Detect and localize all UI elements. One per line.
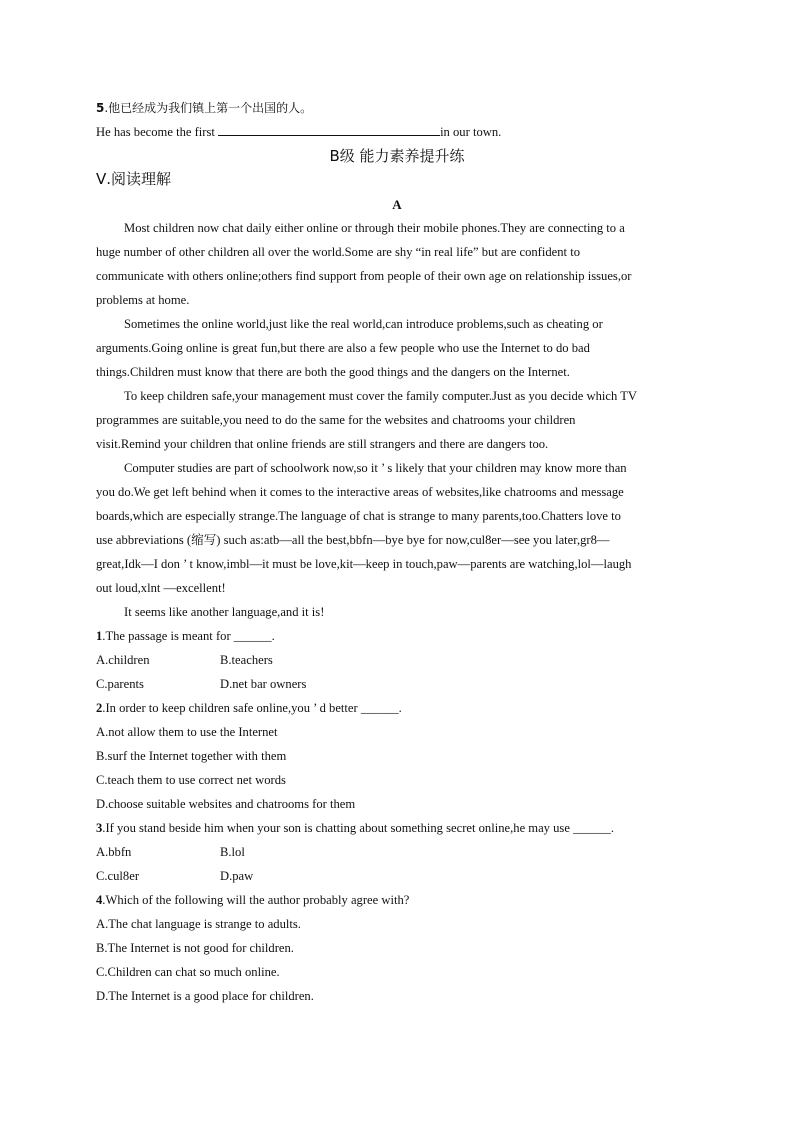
- q3-option-b[interactable]: B.lol: [220, 845, 245, 859]
- passage-line: things.Children must know that there are both the good things and the dangers on the Internet.: [96, 365, 570, 379]
- q4-option-c[interactable]: C.Children can chat so much online.: [96, 965, 280, 979]
- passage-line: programmes are suitable,you need to do the same for the websites and chatrooms your children: [96, 413, 576, 427]
- translation-chinese: .他已经成为我们镇上第一个出国的人。: [104, 101, 313, 115]
- passage-line: huge number of other children all over the world.Some are shy “in real life” but are confident to: [96, 245, 580, 259]
- q4-option-b[interactable]: B.The Internet is not good for children.: [96, 941, 294, 955]
- passage-line: boards,which are especially strange.The language of chat is strange to many parents,too.Chatters love to: [96, 509, 621, 523]
- translation-english-after: in our town.: [440, 125, 502, 139]
- passage-line: visit.Remind your children that online friends are still strangers and there are dangers too.: [96, 437, 549, 451]
- passage-line: communicate with others online;others find support from people of their own age on relationship issues,or: [96, 269, 632, 283]
- question-stem: .In order to keep children safe online,you ’ d better ______.: [102, 701, 402, 715]
- question-1: [96, 628, 275, 644]
- q3-option-c[interactable]: C.cul8er: [96, 869, 140, 883]
- passage-line: Sometimes the online world,just like the real world,can introduce problems,such as cheating or: [124, 317, 603, 331]
- passage-line: out loud,xlnt —excellent!: [96, 581, 226, 595]
- question-number: 3: [96, 821, 103, 835]
- question-stem: .Which of the following will the author probably agree with?: [102, 893, 410, 907]
- passage-letter: A: [392, 197, 402, 212]
- question-number: 1: [96, 629, 103, 643]
- q2-option-b[interactable]: B.surf the Internet together with them: [96, 749, 287, 763]
- passage-line: arguments.Going online is great fun,but there are also a few people who use the Internet to do bad: [96, 341, 590, 355]
- q1-option-b[interactable]: B.teachers: [220, 653, 273, 667]
- passage-line: great,Idk—I don ’ t know,imbl—it must be love,kit—keep in touch,paw—parents are watching,lol—laugh: [96, 557, 632, 571]
- question-2: [96, 700, 402, 716]
- q4-option-a[interactable]: A.The chat language is strange to adults.: [96, 917, 301, 931]
- q2-option-a[interactable]: A.not allow them to use the Internet: [96, 725, 278, 739]
- passage-line: problems at home.: [96, 293, 190, 307]
- q1-option-c[interactable]: C.parents: [96, 677, 144, 691]
- passage-line: Computer studies are part of schoolwork now,so it ’ s likely that your children may know more than: [124, 461, 627, 475]
- translation-sentence: [96, 124, 501, 140]
- question-number: 2: [96, 701, 103, 715]
- question-stem: .The passage is meant for ______.: [102, 629, 275, 643]
- passage-line: you do.We get left behind when it comes to the interactive areas of websites,like chatrooms and message: [96, 485, 624, 499]
- q4-option-d[interactable]: D.The Internet is a good place for children.: [96, 989, 314, 1003]
- q1-option-a[interactable]: A.children: [96, 653, 150, 667]
- translation-answer-blank[interactable]: [218, 125, 440, 136]
- question-3: [96, 820, 614, 836]
- translation-english-before: He has become the first: [96, 125, 215, 139]
- q1-option-d[interactable]: D.net bar owners: [220, 677, 307, 691]
- passage-line: use abbreviations (缩写) such as:atb—all the best,bbfn—bye bye for now,cul8er—see you later,gr8—: [96, 533, 610, 547]
- translation-number: 5: [96, 101, 105, 115]
- section-title: Ⅴ.阅读理解: [96, 170, 172, 188]
- question-number: 4: [96, 893, 103, 907]
- q2-option-c[interactable]: C.teach them to use correct net words: [96, 773, 286, 787]
- passage-line: It seems like another language,and it is!: [124, 605, 325, 619]
- passage-line: Most children now chat daily either online or through their mobile phones.They are connecting to a: [124, 221, 625, 235]
- q3-option-a[interactable]: A.bbfn: [96, 845, 132, 859]
- translation-prompt: [96, 100, 312, 116]
- passage-line: To keep children safe,your management must cover the family computer.Just as you decide which TV: [124, 389, 637, 403]
- q2-option-d[interactable]: D.choose suitable websites and chatrooms for them: [96, 797, 356, 811]
- q3-option-d[interactable]: D.paw: [220, 869, 254, 883]
- level-title: B级 能力素养提升练: [329, 147, 465, 165]
- question-4: [96, 892, 409, 908]
- question-stem: .If you stand beside him when your son is chatting about something secret online,he may use ______.: [102, 821, 614, 835]
